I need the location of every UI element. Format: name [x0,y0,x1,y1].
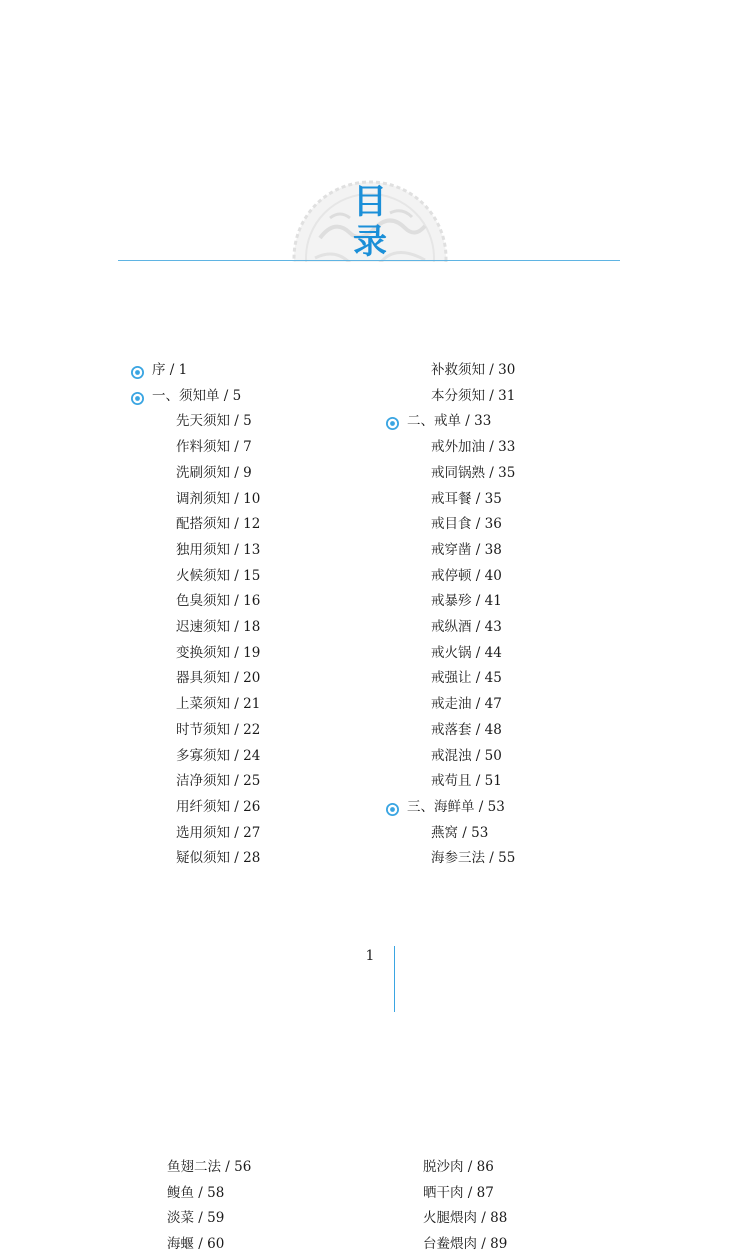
toc-entry-label: 三、海鲜单 / 53 [407,798,505,815]
toc-entry[interactable] [386,590,502,612]
toc-entry-label: 海蝘 / 60 [167,1236,225,1253]
toc-entry-label: 戒外加油 / 33 [431,439,516,456]
toc-section-entry[interactable] [386,796,505,818]
toc-entry-label: 戒目食 / 36 [431,516,502,533]
toc-entry-label: 鳆鱼 / 58 [167,1184,225,1201]
toc-entry[interactable] [386,770,502,792]
toc-entry[interactable] [131,719,260,741]
section-bullet-icon [386,801,399,814]
toc-entry[interactable] [131,616,260,638]
toc-entry-label: 火腿煨肉 / 88 [423,1210,508,1227]
toc-entry-label: 鱼翅二法 / 56 [167,1159,252,1175]
toc-entry-label: 戒同锅熟 / 35 [431,464,516,481]
toc-entry-label: 台鲞煨肉 / 89 [423,1236,508,1253]
toc-entry-label: 海参三法 / 55 [431,850,516,867]
toc-entry-label: 戒停顿 / 40 [431,567,502,584]
toc-entry[interactable] [131,847,260,869]
toc-entry[interactable] [386,719,502,741]
toc-entry[interactable] [386,565,502,587]
toc-entry[interactable] [131,796,260,818]
toc-entry[interactable] [386,745,502,767]
toc-entry[interactable] [131,436,252,458]
toc-entry-label: 色臭须知 / 16 [176,593,261,610]
toc-entry[interactable] [386,693,502,715]
toc-entry-label: 选用须知 / 27 [176,824,261,841]
toc-entry[interactable] [386,385,515,407]
toc-entry[interactable] [386,436,515,458]
toc-entry[interactable] [167,1233,224,1255]
toc-entry[interactable] [423,1182,494,1204]
toc-entry[interactable] [131,642,260,664]
toc-entry-label: 用纤须知 / 26 [176,798,261,815]
toc-entry-label: 器具须知 / 20 [176,670,261,687]
toc-entry-label: 调剂须知 / 10 [176,490,261,507]
toc-entry[interactable] [131,488,260,510]
toc-entry-label: 上菜须知 / 21 [176,696,261,713]
toc-entry-label: 本分须知 / 31 [431,387,516,404]
toc-entry-label: 变换须知 / 19 [176,644,261,661]
toc-entry-label: 脱沙肉 / 86 [423,1159,494,1175]
page-number: 1 [365,948,375,964]
toc-entry[interactable] [386,539,502,561]
toc-entry[interactable] [386,667,502,689]
toc-entry[interactable] [386,462,515,484]
toc-entry[interactable] [167,1156,251,1178]
toc-entry-label: 戒苟且 / 51 [431,773,502,790]
toc-entry[interactable] [131,745,260,767]
toc-entry-label: 戒穿凿 / 38 [431,541,502,558]
toc-entry-label: 迟速须知 / 18 [176,619,261,635]
title-underline [118,260,620,261]
toc-entry-label: 洗刷须知 / 9 [176,464,252,481]
toc-entry-label: 戒强让 / 45 [431,670,502,687]
toc-entry[interactable] [131,513,260,535]
toc-entry-label: 燕窝 / 53 [431,824,489,841]
toc-entry-label: 戒火锅 / 44 [431,644,502,661]
section-bullet-icon [131,364,144,377]
toc-entry-label: 时节须知 / 22 [176,721,261,738]
toc-entry[interactable] [131,462,252,484]
toc-entry[interactable] [131,770,260,792]
toc-entry[interactable] [386,513,502,535]
toc-entry[interactable] [167,1182,224,1204]
toc-entry-label: 先天须知 / 5 [176,413,252,430]
toc-entry-label: 戒走油 / 47 [431,696,502,713]
section-bullet-icon [386,415,399,428]
toc-entry-label: 戒暴殄 / 41 [431,593,502,610]
toc-entry-label: 戒落套 / 48 [431,721,502,738]
toc-entry[interactable] [131,410,252,432]
toc-entry[interactable] [386,822,488,844]
toc-section-entry[interactable] [131,359,187,381]
toc-entry[interactable] [131,539,260,561]
toc-entry-label: 戒混浊 / 50 [431,747,502,764]
page-number-rule [394,946,395,1012]
toc-entry-label: 疑似须知 / 28 [176,850,261,867]
toc-entry[interactable] [386,359,515,381]
title-char-1: 目 [353,182,387,222]
toc-entry[interactable] [131,590,260,612]
toc-entry-label: 晒干肉 / 87 [423,1184,494,1201]
toc-entry[interactable] [131,693,260,715]
toc-entry-label: 多寡须知 / 24 [176,747,261,764]
toc-entry[interactable] [423,1233,507,1255]
toc-entry-label: 淡菜 / 59 [167,1210,225,1227]
toc-entry-label: 戒耳餐 / 35 [431,490,502,507]
page-title [347,182,393,262]
toc-entry[interactable] [131,822,260,844]
section-bullet-icon [131,390,144,403]
toc-entry-label: 独用须知 / 13 [176,541,261,558]
toc-entry-label: 补救须知 / 30 [431,362,516,378]
toc-entry[interactable] [386,847,515,869]
toc-entry[interactable] [386,488,502,510]
toc-entry-label: 洁净须知 / 25 [176,773,261,790]
toc-entry[interactable] [423,1207,507,1229]
toc-entry[interactable] [423,1156,494,1178]
toc-entry[interactable] [386,616,502,638]
toc-entry[interactable] [386,642,502,664]
toc-entry-label: 戒纵酒 / 43 [431,619,502,635]
toc-entry-label: 二、戒单 / 33 [407,413,492,430]
toc-entry[interactable] [167,1207,224,1229]
title-char-2: 录 [353,222,387,262]
toc-entry[interactable] [131,667,260,689]
toc-entry-label: 火候须知 / 15 [176,567,261,584]
toc-entry-label: 配搭须知 / 12 [176,516,261,533]
toc-entry-label: 序 / 1 [152,362,188,378]
toc-section-entry[interactable] [131,385,241,407]
toc-entry-label: 一、须知单 / 5 [152,387,242,404]
toc-section-entry[interactable] [386,410,491,432]
toc-entry[interactable] [131,565,260,587]
toc-entry-label: 作料须知 / 7 [176,439,252,456]
